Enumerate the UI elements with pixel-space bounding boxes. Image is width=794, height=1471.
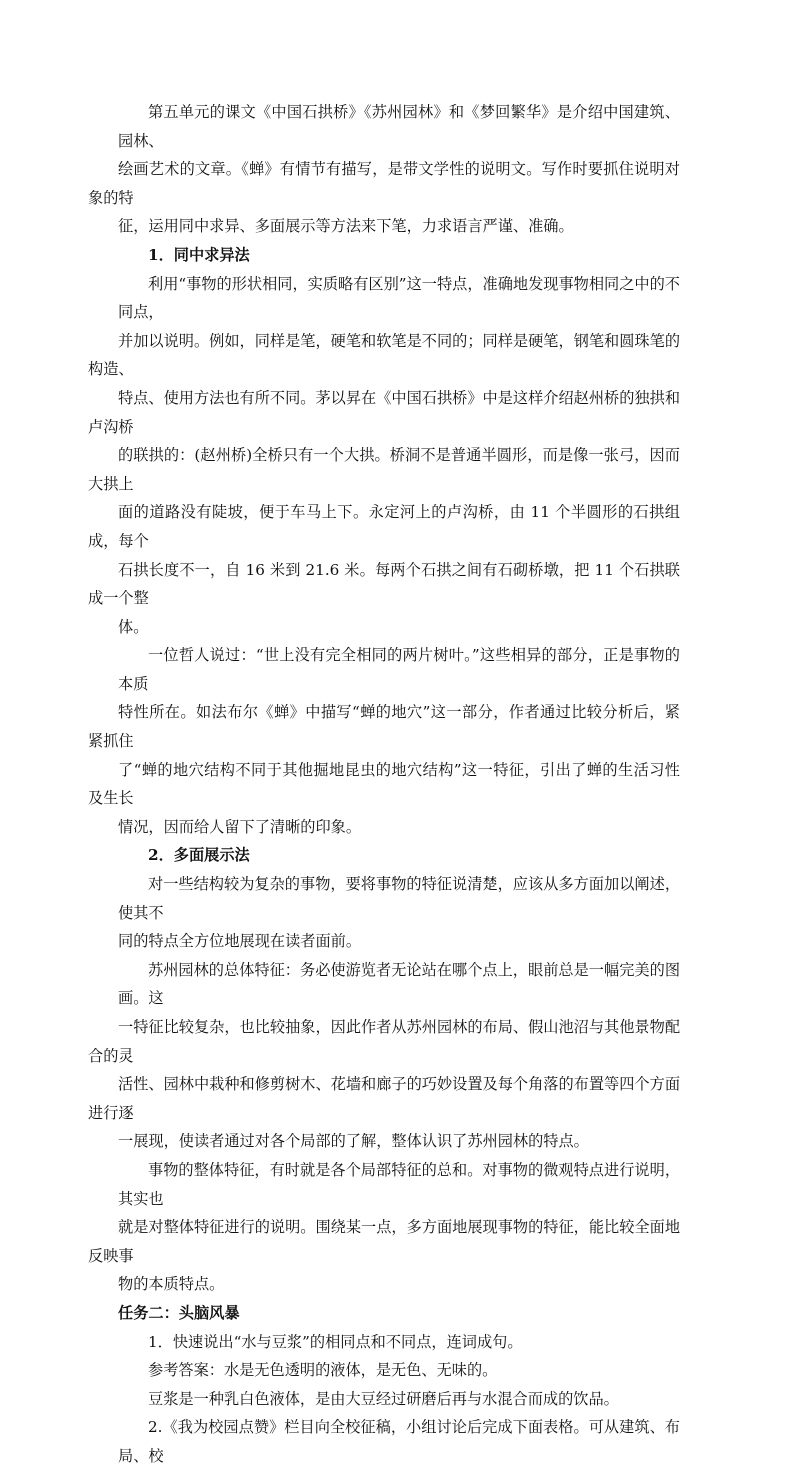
- text-line: 一展现，使读者通过对各个局部的了解，整体认识了苏州园林的特点。: [118, 1132, 589, 1151]
- text-line: 的联拱的：(赵州桥)全桥只有一个大拱。桥洞不是普通半圆形，而是像一张弓，因而大拱上: [88, 446, 680, 493]
- text-line: 事物的整体特征，有时就是各个局部特征的总和。对事物的微观特点进行说明，其实也: [118, 1160, 680, 1208]
- paragraph-philosopher: [88, 641, 680, 841]
- text-line: 豆浆是一种乳白色液体，是由大豆经过研磨后再与水混合而成的饮品。: [148, 1389, 619, 1408]
- text-line: 苏州园林的总体特征：务必使游览者无论站在哪个点上，眼前总是一幅完美的图画。这: [118, 960, 680, 1008]
- text-line: 一特征比较复杂，也比较抽象，因此作者从苏州园林的布局、假山池沼与其他景物配合的灵: [88, 1018, 680, 1065]
- paragraph-similarity-method: [88, 270, 680, 642]
- question-1: [118, 1328, 680, 1357]
- text-line: 征，运用同中求异、多面展示等方法来下笔，力求语言严谨、准确。: [118, 217, 574, 236]
- text-line: 参考答案：水是无色透明的液体，是无色、无味的。: [148, 1361, 498, 1380]
- paragraph-overall-features: [88, 1156, 680, 1299]
- text-line: 面的道路没有陡坡，便于车马上下。永定河上的卢沟桥，由 11 个半圆形的石拱组成，每个: [88, 503, 680, 550]
- intro-paragraph: [88, 98, 680, 241]
- paragraph-suzhou-gardens: [88, 956, 680, 1156]
- text-line: 利用“事物的形状相同，实质略有区别”这一特点，准确地发现事物相同之中的不同点，: [118, 274, 680, 322]
- section-heading-2: 2．多面展示法: [148, 846, 250, 865]
- text-line: 2.《我为校园点赞》栏目向全校征稿，小组讨论后完成下面表格。可从建筑、布局、校: [118, 1418, 680, 1465]
- text-line: 活性、园林中栽种和修剪树木、花墙和廊子的巧妙设置及每个角落的布置等四个方面进行逐: [88, 1075, 680, 1122]
- text-line: 物的本质特点。: [118, 1275, 225, 1294]
- text-line: 同的特点全方位地展现在读者面前。: [118, 932, 361, 951]
- text-line: 情况，因而给人留下了清晰的印象。: [118, 817, 361, 836]
- text-line: 了“蝉的地穴结构不同于其他掘地昆虫的地穴结构”这一特征，引出了蝉的生活习性及生长: [88, 760, 680, 808]
- paragraph-multiface-method: [118, 870, 680, 956]
- question-2: [118, 1413, 680, 1470]
- document-page: [88, 98, 680, 1471]
- text-line: 并加以说明。例如，同样是笔，硬笔和软笔是不同的；同样是硬笔，钢笔和圆珠笔的构造、: [88, 331, 680, 379]
- text-line: 就是对整体特征进行的说明。围绕某一点，多方面地展现事物的特征，能比较全面地反映事: [88, 1218, 680, 1265]
- answer-1-continued: [118, 1385, 680, 1414]
- text-line: 一位哲人说过：“世上没有完全相同的两片树叶。”这些相异的部分，正是事物的本质: [118, 646, 680, 693]
- text-line: 绘画艺术的文章。《蝉》有情节有描写，是带文学性的说明文。写作时要抓住说明对象的特: [88, 160, 680, 207]
- answer-1: [118, 1356, 680, 1385]
- text-line: 特点、使用方法也有所不同。茅以昇在《中国石拱桥》中是这样介绍赵州桥的独拱和卢沟桥: [88, 388, 680, 436]
- section-heading-1: 1．同中求异法: [148, 245, 250, 264]
- text-line: 石拱长度不一，自 16 米到 21.6 米。每两个石拱之间有石砌桥墩，把 11 个石拱联成一个整: [88, 560, 680, 608]
- text-line: 特性所在。如法布尔《蝉》中描写“蝉的地穴”这一部分，作者通过比较分析后，紧紧抓住: [88, 703, 680, 751]
- text-line: 第五单元的课文《中国石拱桥》《苏州园林》和《梦回繁华》是介绍中国建筑、园林、: [118, 103, 680, 150]
- text-line: 体。: [118, 617, 149, 636]
- text-line: 1．快速说出“水与豆浆”的相同点和不同点，连词成句。: [148, 1332, 523, 1351]
- text-line: 对一些结构较为复杂的事物，要将事物的特征说清楚，应该从多方面加以阐述，使其不: [118, 875, 680, 922]
- task-two-heading: 任务二：头脑风暴: [118, 1303, 240, 1322]
